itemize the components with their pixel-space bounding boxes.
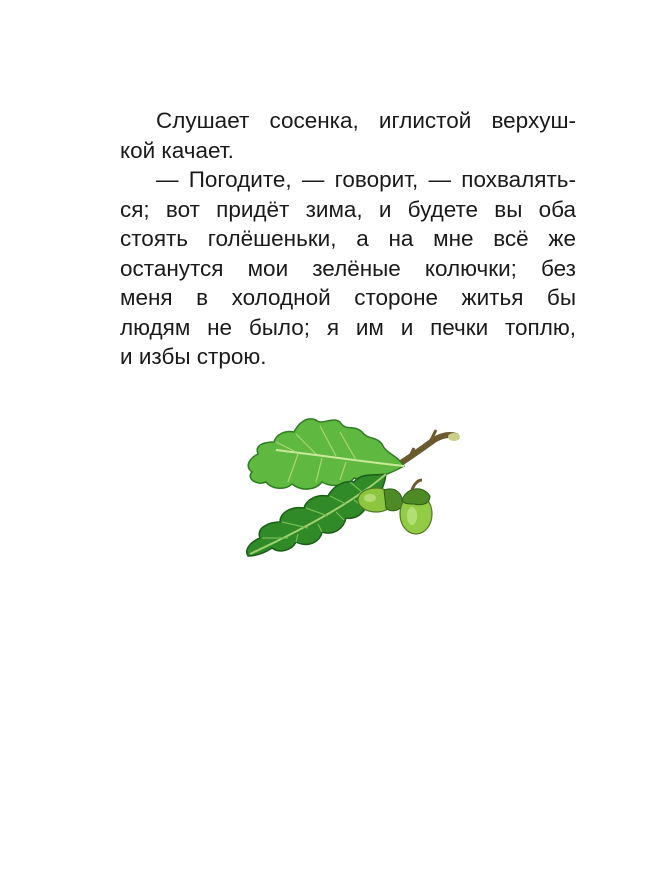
text-line: меня в холодной стороне житья бы (120, 285, 576, 310)
text-line: людям не было; я им и печки топлю, (120, 314, 576, 340)
text-line: Слушает сосенка, иглистой верхуш- (156, 108, 576, 133)
oak-leaf-with-acorns-icon (236, 410, 464, 560)
text-line: и избы строю. (120, 344, 267, 369)
story-text (120, 106, 576, 372)
text-line: стоять голёшеньки, а на мне всё же (120, 226, 576, 251)
text-line: — Погодите, — говорит, — похвалять- (156, 167, 576, 192)
text-line: ся; вот придёт зима, и будете вы оба (120, 196, 576, 222)
text-line: кой качает. (120, 137, 234, 163)
text-line: останутся мои зелёные колючки; без (120, 255, 576, 281)
